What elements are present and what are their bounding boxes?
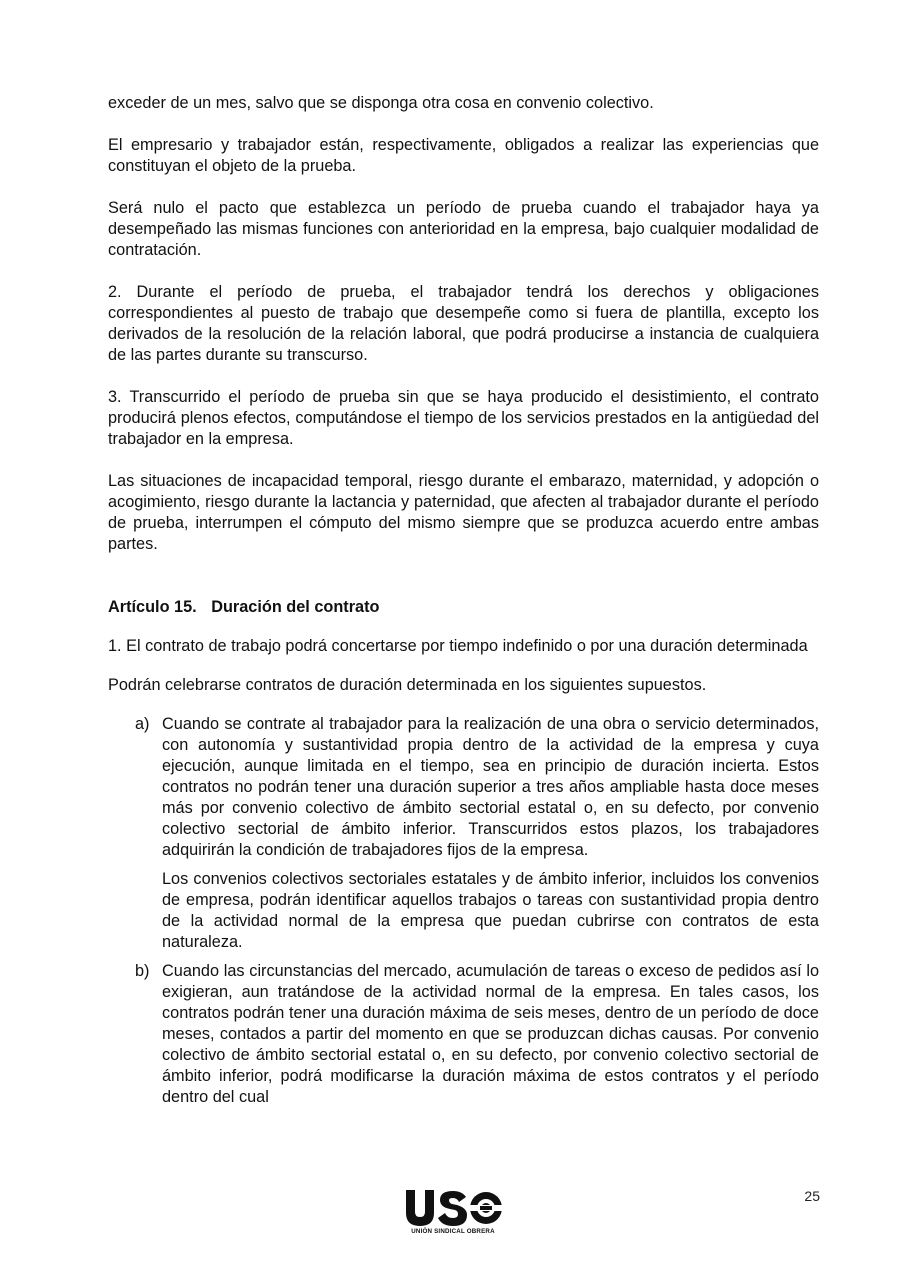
list-item	[108, 961, 819, 1108]
paragraph: Las situaciones de incapacidad temporal, riesgo durante el embarazo, maternidad, y adopción o acogimiento, riesgo durante la lactancia y paternidad, que afecten al trabajador durante el período de prueba, interrumpen el cómputo del mismo siempre que se produzca acuerdo entre ambas partes.	[108, 472, 819, 553]
list-item-text: Cuando se contrate al trabajador para la realización de una obra o servicio determinados, con autonomía y sustantividad propia dentro de la actividad de la empresa y cuya ejecución, aunque limitada en el tiempo, sea en principio de duración incierta. Estos contratos no podrán tener una duración superior a tres años ampliable hasta doce meses más por convenio colectivo de ámbito sectorial estatal o, en su defecto, por convenio colectivo sectorial de ámbito inferior. Transcurridos estos plazos, los trabajadores adquirirán la condición de trabajadores fijos de la empresa.	[162, 715, 819, 859]
list-marker: a)	[135, 715, 150, 733]
list-item	[108, 714, 819, 953]
article-heading	[108, 597, 819, 618]
article-title: Duración del contrato	[211, 598, 380, 616]
article-number: Artículo 15.	[108, 598, 197, 616]
paragraph: Será nulo el pacto que establezca un período de prueba cuando el trabajador haya ya desempeñado las mismas funciones con anterioridad en la empresa, bajo cualquier modalidad de contratación.	[108, 199, 819, 259]
paragraph: 1. El contrato de trabajo podrá concertarse por tiempo indefinido o por una duración determinada	[108, 637, 808, 655]
paragraph: El empresario y trabajador están, respectivamente, obligados a realizar las experiencias que constituyan el objeto de la prueba.	[108, 136, 819, 175]
paragraph: 3. Transcurrido el período de prueba sin que se haya producido el desistimiento, el contrato producirá plenos efectos, computándose el tiempo de los servicios prestados en la antigüedad del trabajador en la empresa.	[108, 388, 819, 448]
paragraph: 2. Durante el período de prueba, el trabajador tendrá los derechos y obligaciones correspondientes al puesto de trabajo que desempeñe como si fuera de plantilla, excepto los derivados de la resolución de la relación laboral, que podrá producirse a instancia de cualquiera de las partes durante su transcurso.	[108, 283, 819, 364]
list-item-extra-text: Los convenios colectivos sectoriales estatales y de ámbito inferior, incluidos los convenios de empresa, podrán identificar aquellos trabajos o tareas con sustantividad propia dentro de la actividad normal de la empresa que puedan cubrirse con contratos de esta naturaleza.	[162, 870, 819, 951]
paragraph: Podrán celebrarse contratos de duración determinada en los siguientes supuestos.	[108, 676, 707, 694]
page-number: 25	[804, 1188, 820, 1204]
page-content	[108, 93, 819, 1116]
list-marker: b)	[135, 962, 150, 980]
logo-caption: UNIÓN SINDICAL OBRERA	[411, 1228, 495, 1235]
list-item-text: Cuando las circunstancias del mercado, acumulación de tareas o exceso de pedidos así lo exigieran, aun tratándose de la actividad normal de la empresa. En tales casos, los contratos podrán tener una duración máxima de seis meses, dentro de un período de doce meses, contados a partir del momento en que se produzcan dichas causas. Por convenio colectivo de ámbito sectorial estatal o, en su defecto, por convenio colectivo sectorial de ámbito inferior, podrá modificarse la duración máxima de estos contratos y el período dentro del cual	[162, 962, 819, 1106]
paragraph: exceder de un mes, salvo que se disponga otra cosa en convenio colectivo.	[108, 94, 654, 112]
